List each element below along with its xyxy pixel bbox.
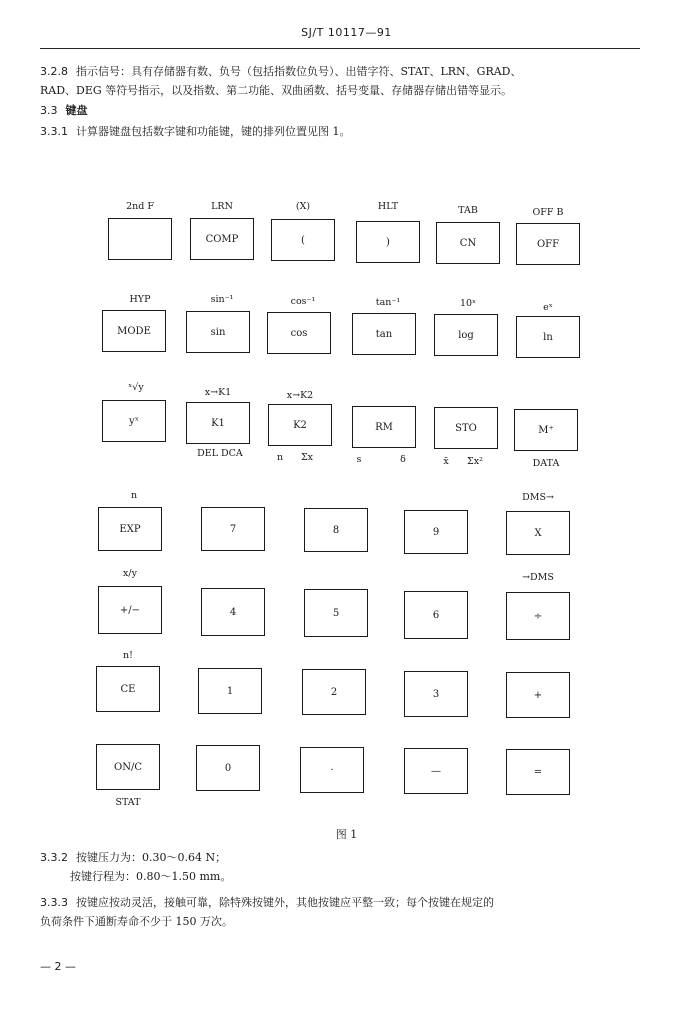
off-key[interactable]: OFF	[516, 223, 580, 265]
digit-4-key[interactable]: 4	[201, 588, 265, 636]
figure-caption: 图 1	[335, 828, 358, 841]
m-plus-key[interactable]: M⁺	[514, 409, 578, 451]
comp-key[interactable]: COMP	[190, 218, 254, 260]
key-label-above: cos⁻¹	[290, 296, 316, 307]
header-rule	[40, 48, 640, 49]
key-label-above: n	[130, 490, 138, 501]
y-power-x-key[interactable]: yˣ	[102, 400, 166, 442]
digit-9-key[interactable]: 9	[404, 510, 468, 554]
minus-key[interactable]: —	[404, 748, 468, 794]
key-label-above: TAB	[458, 205, 478, 216]
divide-key[interactable]: ÷	[506, 592, 570, 640]
ln-key[interactable]: ln	[516, 316, 580, 358]
tan-key[interactable]: tan	[352, 313, 416, 355]
paragraph-line: RAD、DEG 等符号指示，以及指数、第二功能、双曲函数、括号变量、存储器存储出错等显示。	[40, 84, 513, 97]
paragraph-line: 按键压力为：0.30～0.64 N；	[76, 851, 227, 864]
on-clear-key[interactable]: ON/C	[96, 744, 160, 790]
sto-key[interactable]: STO	[434, 407, 498, 449]
digit-8-key[interactable]: 8	[304, 508, 368, 552]
digit-0-key[interactable]: 0	[196, 745, 260, 791]
key-label-below: STAT	[115, 797, 141, 808]
paragraph-line: 按键行程为：0.80～1.50 mm。	[70, 870, 232, 883]
paragraph-text: 计算器键盘包括数字键和功能键，键的排列位置见图 1。	[76, 125, 351, 138]
multiply-key[interactable]: X	[506, 511, 570, 555]
digit-1-key[interactable]: 1	[198, 668, 262, 714]
ce-key[interactable]: CE	[96, 666, 160, 712]
second-function-key[interactable]	[108, 218, 172, 260]
key-label-above: OFF B	[532, 207, 564, 218]
close-paren-key[interactable]: )	[356, 221, 420, 263]
section-3-3-1	[40, 122, 650, 141]
cos-key[interactable]: cos	[267, 312, 331, 354]
key-label-above: n!	[123, 650, 133, 661]
k2-key[interactable]: K2	[268, 404, 332, 446]
section-number: 3.3.2	[40, 851, 68, 864]
mode-key[interactable]: MODE	[102, 310, 166, 352]
key-label-above: eˣ	[543, 302, 553, 313]
key-label-below: DEL DCA	[197, 448, 243, 459]
section-3-3	[40, 101, 650, 120]
k1-key[interactable]: K1	[186, 402, 250, 444]
digit-7-key[interactable]: 7	[201, 507, 265, 551]
section-title: 键盘	[65, 104, 88, 117]
key-label-above: →DMS	[522, 572, 554, 583]
rm-key[interactable]: RM	[352, 406, 416, 448]
key-label-above: sin⁻¹	[210, 294, 234, 305]
key-label-below: n	[276, 452, 284, 463]
key-label-above: ˣ√y	[128, 382, 144, 393]
digit-2-key[interactable]: 2	[302, 669, 366, 715]
key-label-above: x→K2	[286, 390, 314, 401]
plus-key[interactable]: +	[506, 672, 570, 718]
paragraph-line: 按键应按动灵活，接触可靠，除特殊按键外，其他按键应平整一致；每个按键在规定的	[76, 896, 494, 909]
key-label-above: 10ˣ	[459, 298, 477, 309]
key-label-below: δ	[400, 454, 406, 465]
log-key[interactable]: log	[434, 314, 498, 356]
key-label-above: HYP	[129, 294, 151, 305]
exp-key[interactable]: EXP	[98, 507, 162, 551]
digit-5-key[interactable]: 5	[304, 589, 368, 637]
key-label-above: x/y	[123, 568, 137, 579]
key-label-above: (X)	[295, 201, 311, 212]
key-label-above: x→K1	[204, 387, 232, 398]
section-number: 3.2.8	[40, 65, 68, 78]
cn-key[interactable]: CN	[436, 222, 500, 264]
open-paren-key[interactable]: (	[271, 219, 335, 261]
key-label-below: s	[356, 454, 362, 465]
decimal-point-key[interactable]: ·	[300, 747, 364, 793]
section-3-2-8	[40, 62, 650, 100]
key-label-below: x̄	[443, 456, 449, 467]
document-header: SJ/T 10117—91	[301, 26, 392, 39]
key-label-below: Σx²	[467, 456, 483, 467]
key-label-above: DMS→	[522, 492, 554, 503]
sign-toggle-key[interactable]: +/−	[98, 586, 162, 634]
section-3-3-3	[40, 893, 650, 931]
section-number: 3.3.1	[40, 125, 68, 138]
section-number: 3.3.3	[40, 896, 68, 909]
sin-key[interactable]: sin	[186, 311, 250, 353]
key-label-below: DATA	[532, 458, 560, 469]
section-3-3-2	[40, 848, 650, 886]
paragraph-line: 负荷条件下通断寿命不少于 150 万次。	[40, 915, 233, 928]
equals-key[interactable]: =	[506, 749, 570, 795]
key-label-below: Σx	[300, 452, 314, 463]
section-number: 3.3	[40, 104, 58, 117]
key-label-above: HLT	[377, 201, 399, 212]
key-label-above: tan⁻¹	[375, 297, 401, 308]
digit-6-key[interactable]: 6	[404, 591, 468, 639]
paragraph-line: 指示信号：具有存储器有数、负号（包括指数位负号）、出错字符、STAT、LRN、GRAD、	[76, 65, 522, 78]
key-label-above: LRN	[211, 201, 233, 212]
page-number: — 2 —	[40, 960, 76, 973]
digit-3-key[interactable]: 3	[404, 671, 468, 717]
key-label-above: 2nd F	[126, 201, 154, 212]
